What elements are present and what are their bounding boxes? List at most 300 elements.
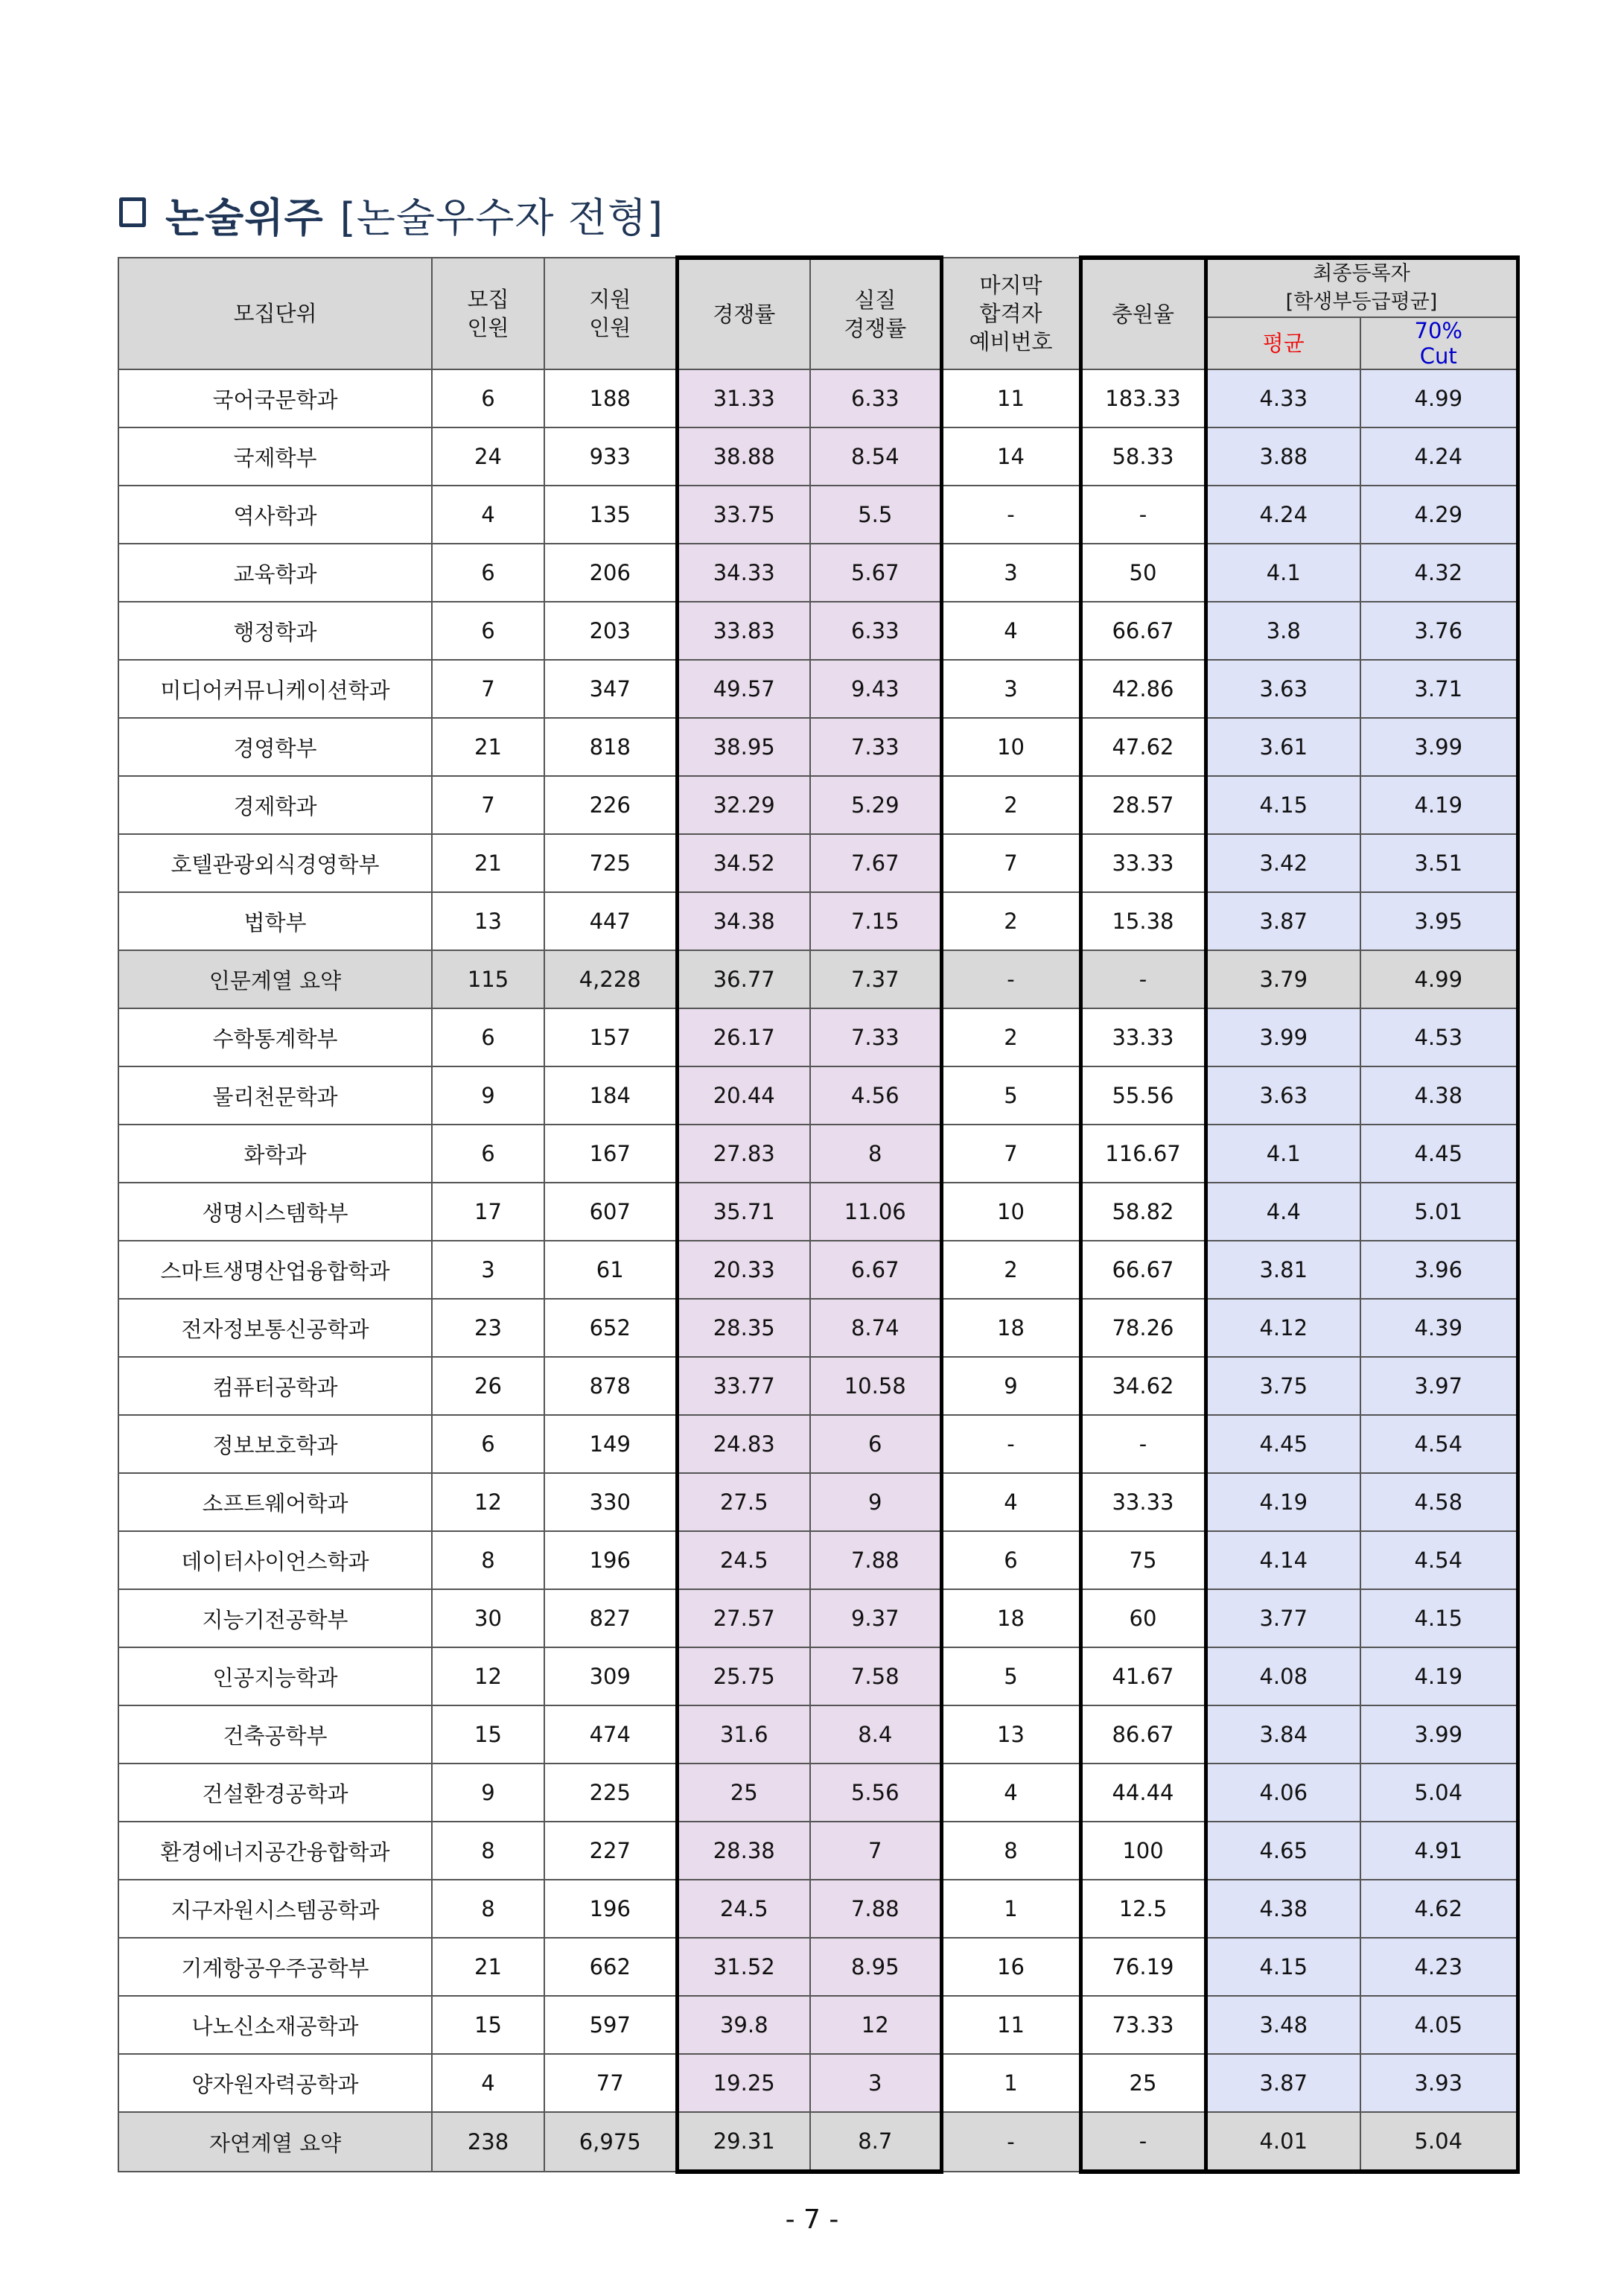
cell-apply: 652 [544,1299,677,1357]
cell-fill-rate: 47.62 [1080,718,1206,776]
cell-fill-rate: 183.33 [1080,369,1206,427]
cell-70-cut: 4.15 [1360,1589,1518,1647]
cell-unit: 경영학부 [118,718,432,776]
header-recruit: 모집 인원 [432,258,544,369]
cell-fill-rate: 55.56 [1080,1066,1206,1125]
cell-unit: 교육학과 [118,544,432,602]
cell-apply: 447 [544,892,677,950]
cell-apply: 347 [544,660,677,718]
cell-real-ratio: 12 [810,1996,941,2054]
cell-ratio: 27.57 [677,1589,810,1647]
cell-apply: 827 [544,1589,677,1647]
cell-average: 3.87 [1206,2054,1360,2112]
cell-recruit: 26 [432,1357,544,1415]
table-row [118,776,1518,834]
cell-average: 3.88 [1206,427,1360,486]
cell-last-waitlist: 7 [941,1125,1080,1183]
cell-apply: 188 [544,369,677,427]
table-row [118,718,1518,776]
cell-apply: 725 [544,834,677,892]
table-row [118,1008,1518,1066]
cell-average: 3.77 [1206,1589,1360,1647]
cell-real-ratio: 9.43 [810,660,941,718]
cell-apply: 818 [544,718,677,776]
cell-last-waitlist: 3 [941,660,1080,718]
cell-fill-rate: - [1080,486,1206,544]
cell-fill-rate: 66.67 [1080,602,1206,660]
cell-average: 3.79 [1206,950,1360,1008]
cell-ratio: 49.57 [677,660,810,718]
cell-recruit: 115 [432,950,544,1008]
cell-70-cut: 4.19 [1360,1647,1518,1705]
cell-last-waitlist: 18 [941,1589,1080,1647]
cell-real-ratio: 10.58 [810,1357,941,1415]
cell-average: 3.63 [1206,1066,1360,1125]
table-row [118,1822,1518,1880]
cell-fill-rate: 33.33 [1080,834,1206,892]
header-final-registrants: 최종등록자 [학생부등급평균] [1206,258,1518,317]
table-body [118,369,1518,2172]
cell-70-cut: 3.99 [1360,1705,1518,1764]
cell-70-cut: 4.38 [1360,1066,1518,1125]
cell-fill-rate: 86.67 [1080,1705,1206,1764]
cell-ratio: 32.29 [677,776,810,834]
cell-recruit: 17 [432,1183,544,1241]
cell-recruit: 24 [432,427,544,486]
cell-recruit: 6 [432,1125,544,1183]
cell-70-cut: 3.76 [1360,602,1518,660]
cell-apply: 167 [544,1125,677,1183]
cell-fill-rate: 34.62 [1080,1357,1206,1415]
cell-last-waitlist: 6 [941,1531,1080,1589]
cell-average: 4.33 [1206,369,1360,427]
cell-average: 4.08 [1206,1647,1360,1705]
table-row [118,1357,1518,1415]
table-row [118,369,1518,427]
cell-fill-rate: - [1080,1415,1206,1473]
table-row [118,1473,1518,1531]
cell-average: 4.24 [1206,486,1360,544]
cell-fill-rate: 25 [1080,2054,1206,2112]
cell-unit: 인문계열 요약 [118,950,432,1008]
cell-ratio: 20.33 [677,1241,810,1299]
cell-unit: 국어국문학과 [118,369,432,427]
cell-recruit: 238 [432,2112,544,2172]
cell-ratio: 28.35 [677,1299,810,1357]
cell-real-ratio: 5.29 [810,776,941,834]
cell-apply: 61 [544,1241,677,1299]
table-row [118,1996,1518,2054]
cell-last-waitlist: - [941,950,1080,1008]
cell-real-ratio: 9 [810,1473,941,1531]
cell-last-waitlist: 14 [941,427,1080,486]
cell-ratio: 33.77 [677,1357,810,1415]
table-row [118,1764,1518,1822]
cell-recruit: 8 [432,1822,544,1880]
cell-apply: 607 [544,1183,677,1241]
cell-last-waitlist: 2 [941,1241,1080,1299]
cell-real-ratio: 8.95 [810,1938,941,1996]
cell-real-ratio: 6.33 [810,369,941,427]
cell-ratio: 35.71 [677,1183,810,1241]
cell-unit: 법학부 [118,892,432,950]
cell-fill-rate: 76.19 [1080,1938,1206,1996]
header-ratio: 경쟁률 [677,258,810,369]
cell-last-waitlist: 1 [941,2054,1080,2112]
cell-fill-rate: 66.67 [1080,1241,1206,1299]
cell-ratio: 26.17 [677,1008,810,1066]
cell-real-ratio: 8.4 [810,1705,941,1764]
cell-unit: 생명시스템학부 [118,1183,432,1241]
cell-ratio: 33.75 [677,486,810,544]
cell-last-waitlist: 2 [941,776,1080,834]
cell-ratio: 25 [677,1764,810,1822]
cell-last-waitlist: - [941,1415,1080,1473]
cell-fill-rate: 50 [1080,544,1206,602]
cell-fill-rate: 41.67 [1080,1647,1206,1705]
cell-fill-rate: 33.33 [1080,1473,1206,1531]
header-average: 평균 [1206,317,1360,369]
summary-row [118,2112,1518,2172]
cell-ratio: 19.25 [677,2054,810,2112]
cell-70-cut: 3.97 [1360,1357,1518,1415]
cell-70-cut: 4.05 [1360,1996,1518,2054]
table-row [118,1880,1518,1938]
cell-real-ratio: 7.67 [810,834,941,892]
table-row [118,544,1518,602]
cell-apply: 225 [544,1764,677,1822]
cell-apply: 933 [544,427,677,486]
cell-average: 3.61 [1206,718,1360,776]
cell-fill-rate: - [1080,950,1206,1008]
cell-unit: 화학과 [118,1125,432,1183]
cell-recruit: 6 [432,1008,544,1066]
cell-recruit: 15 [432,1996,544,2054]
cell-recruit: 9 [432,1764,544,1822]
cell-apply: 227 [544,1822,677,1880]
cell-fill-rate: 100 [1080,1822,1206,1880]
table-row [118,1589,1518,1647]
cell-ratio: 36.77 [677,950,810,1008]
cell-unit: 데이터사이언스학과 [118,1531,432,1589]
cell-ratio: 28.38 [677,1822,810,1880]
cell-70-cut: 5.04 [1360,1764,1518,1822]
cell-fill-rate: 44.44 [1080,1764,1206,1822]
cell-ratio: 31.52 [677,1938,810,1996]
cell-real-ratio: 7.33 [810,718,941,776]
cell-fill-rate: 116.67 [1080,1125,1206,1183]
cell-last-waitlist: 9 [941,1357,1080,1415]
cell-ratio: 34.38 [677,892,810,950]
cell-last-waitlist: 5 [941,1647,1080,1705]
cell-recruit: 21 [432,718,544,776]
cell-unit: 기계항공우주공학부 [118,1938,432,1996]
cell-last-waitlist: 7 [941,834,1080,892]
cell-average: 4.06 [1206,1764,1360,1822]
cell-unit: 환경에너지공간융합학과 [118,1822,432,1880]
cell-apply: 226 [544,776,677,834]
cell-ratio: 34.52 [677,834,810,892]
cell-70-cut: 4.54 [1360,1531,1518,1589]
cell-real-ratio: 7.88 [810,1531,941,1589]
cell-recruit: 6 [432,544,544,602]
cell-unit: 정보보호학과 [118,1415,432,1473]
cell-apply: 597 [544,1996,677,2054]
cell-apply: 206 [544,544,677,602]
cell-last-waitlist: 8 [941,1822,1080,1880]
cell-last-waitlist: 10 [941,1183,1080,1241]
cell-average: 4.19 [1206,1473,1360,1531]
cell-unit: 양자원자력공학과 [118,2054,432,2112]
cell-ratio: 25.75 [677,1647,810,1705]
cell-real-ratio: 8.74 [810,1299,941,1357]
cell-apply: 135 [544,486,677,544]
cell-70-cut: 4.32 [1360,544,1518,602]
header-real-ratio: 실질 경쟁률 [810,258,941,369]
cell-last-waitlist: - [941,486,1080,544]
cell-average: 3.99 [1206,1008,1360,1066]
cell-70-cut: 4.91 [1360,1822,1518,1880]
cell-last-waitlist: 16 [941,1938,1080,1996]
cell-real-ratio: 8 [810,1125,941,1183]
cell-real-ratio: 9.37 [810,1589,941,1647]
cell-70-cut: 5.04 [1360,2112,1518,2172]
cell-ratio: 39.8 [677,1996,810,2054]
cell-real-ratio: 6.67 [810,1241,941,1299]
cell-unit: 경제학과 [118,776,432,834]
cell-apply: 4,228 [544,950,677,1008]
cell-ratio: 24.83 [677,1415,810,1473]
cell-apply: 203 [544,602,677,660]
cell-70-cut: 4.45 [1360,1125,1518,1183]
cell-last-waitlist: 11 [941,1996,1080,2054]
cell-real-ratio: 6 [810,1415,941,1473]
cell-average: 4.4 [1206,1183,1360,1241]
cell-apply: 196 [544,1880,677,1938]
table-row [118,660,1518,718]
header-fill-rate: 충원율 [1080,258,1206,369]
cell-fill-rate: 60 [1080,1589,1206,1647]
cell-ratio: 20.44 [677,1066,810,1125]
cell-last-waitlist: 1 [941,1880,1080,1938]
cell-70-cut: 4.23 [1360,1938,1518,1996]
cell-average: 4.65 [1206,1822,1360,1880]
cell-fill-rate: 42.86 [1080,660,1206,718]
cell-70-cut: 3.51 [1360,834,1518,892]
cell-apply: 157 [544,1008,677,1066]
cell-last-waitlist: - [941,2112,1080,2172]
cell-70-cut: 4.99 [1360,950,1518,1008]
cell-70-cut: 3.71 [1360,660,1518,718]
cell-ratio: 34.33 [677,544,810,602]
cell-last-waitlist: 2 [941,892,1080,950]
cell-recruit: 21 [432,834,544,892]
cell-average: 3.63 [1206,660,1360,718]
table-row [118,1531,1518,1589]
cell-unit: 미디어커뮤니케이션학과 [118,660,432,718]
table-row [118,1183,1518,1241]
cell-unit: 지구자원시스템공학과 [118,1880,432,1938]
header-last-waitlist: 마지막 합격자 예비번호 [941,258,1080,369]
title-main: 논술위주 [165,194,324,241]
cell-real-ratio: 6.33 [810,602,941,660]
cell-recruit: 4 [432,2054,544,2112]
cell-last-waitlist: 3 [941,544,1080,602]
cell-ratio: 24.5 [677,1531,810,1589]
cell-recruit: 6 [432,369,544,427]
cell-recruit: 4 [432,486,544,544]
cell-recruit: 8 [432,1880,544,1938]
cell-average: 3.84 [1206,1705,1360,1764]
cell-real-ratio: 8.7 [810,2112,941,2172]
cell-last-waitlist: 11 [941,369,1080,427]
cell-fill-rate: 33.33 [1080,1008,1206,1066]
cell-recruit: 15 [432,1705,544,1764]
cell-real-ratio: 7 [810,1822,941,1880]
cell-average: 3.48 [1206,1996,1360,2054]
cell-70-cut: 4.54 [1360,1415,1518,1473]
cell-70-cut: 4.53 [1360,1008,1518,1066]
cell-last-waitlist: 2 [941,1008,1080,1066]
table-row [118,1647,1518,1705]
cell-average: 3.8 [1206,602,1360,660]
cell-average: 4.1 [1206,544,1360,602]
cell-apply: 184 [544,1066,677,1125]
cell-70-cut: 4.39 [1360,1299,1518,1357]
cell-apply: 77 [544,2054,677,2112]
cell-unit: 역사학과 [118,486,432,544]
cell-recruit: 12 [432,1647,544,1705]
cell-last-waitlist: 18 [941,1299,1080,1357]
cell-unit: 자연계열 요약 [118,2112,432,2172]
cell-unit: 전자정보통신공학과 [118,1299,432,1357]
cell-average: 3.42 [1206,834,1360,892]
cell-apply: 474 [544,1705,677,1764]
cell-unit: 소프트웨어학과 [118,1473,432,1531]
cell-last-waitlist: 4 [941,1764,1080,1822]
cell-70-cut: 4.99 [1360,369,1518,427]
header-70-cut: 70% Cut [1360,317,1518,369]
cell-ratio: 31.33 [677,369,810,427]
cell-unit: 호텔관광외식경영학부 [118,834,432,892]
cell-real-ratio: 3 [810,2054,941,2112]
cell-recruit: 7 [432,660,544,718]
cell-average: 3.81 [1206,1241,1360,1299]
cell-fill-rate: 75 [1080,1531,1206,1589]
page-title [119,186,663,244]
cell-recruit: 6 [432,1415,544,1473]
cell-unit: 나노신소재공학과 [118,1996,432,2054]
table-row [118,892,1518,950]
cell-real-ratio: 4.56 [810,1066,941,1125]
cell-average: 4.12 [1206,1299,1360,1357]
cell-apply: 330 [544,1473,677,1531]
header-apply: 지원 인원 [544,258,677,369]
cell-average: 4.38 [1206,1880,1360,1938]
cell-recruit: 13 [432,892,544,950]
cell-unit: 스마트생명산업융합학과 [118,1241,432,1299]
cell-70-cut: 4.24 [1360,427,1518,486]
cell-70-cut: 3.95 [1360,892,1518,950]
cell-unit: 인공지능학과 [118,1647,432,1705]
cell-fill-rate: 12.5 [1080,1880,1206,1938]
cell-real-ratio: 7.58 [810,1647,941,1705]
cell-fill-rate: 58.82 [1080,1183,1206,1241]
cell-70-cut: 4.19 [1360,776,1518,834]
table-row [118,1415,1518,1473]
cell-apply: 878 [544,1357,677,1415]
cell-average: 4.14 [1206,1531,1360,1589]
cell-recruit: 6 [432,602,544,660]
page-number: - 7 - [785,2204,839,2235]
cell-apply: 309 [544,1647,677,1705]
cell-unit: 건설환경공학과 [118,1764,432,1822]
cell-fill-rate: 15.38 [1080,892,1206,950]
cell-unit: 행정학과 [118,602,432,660]
table-row [118,1938,1518,1996]
cell-real-ratio: 5.67 [810,544,941,602]
cell-unit: 물리천문학과 [118,1066,432,1125]
cell-average: 4.01 [1206,2112,1360,2172]
cell-average: 3.87 [1206,892,1360,950]
cell-ratio: 27.5 [677,1473,810,1531]
table-row [118,602,1518,660]
cell-ratio: 33.83 [677,602,810,660]
table-row [118,427,1518,486]
cell-70-cut: 3.99 [1360,718,1518,776]
cell-ratio: 31.6 [677,1705,810,1764]
cell-real-ratio: 7.37 [810,950,941,1008]
cell-real-ratio: 7.33 [810,1008,941,1066]
cell-recruit: 8 [432,1531,544,1589]
table-row [118,1299,1518,1357]
table-row [118,1125,1518,1183]
cell-apply: 6,975 [544,2112,677,2172]
cell-unit: 지능기전공학부 [118,1589,432,1647]
cell-apply: 196 [544,1531,677,1589]
cell-recruit: 12 [432,1473,544,1531]
cell-last-waitlist: 10 [941,718,1080,776]
cell-70-cut: 5.01 [1360,1183,1518,1241]
cell-ratio: 38.95 [677,718,810,776]
table-row [118,2054,1518,2112]
header-unit: 모집단위 [118,258,432,369]
cell-recruit: 23 [432,1299,544,1357]
cell-apply: 662 [544,1938,677,1996]
cell-apply: 149 [544,1415,677,1473]
cell-70-cut: 4.29 [1360,486,1518,544]
cell-average: 4.15 [1206,1938,1360,1996]
cell-last-waitlist: 5 [941,1066,1080,1125]
cell-average: 4.1 [1206,1125,1360,1183]
cell-real-ratio: 5.5 [810,486,941,544]
cell-average: 4.45 [1206,1415,1360,1473]
cell-recruit: 30 [432,1589,544,1647]
title-sub: [논술우수자 전형] [340,194,664,241]
cell-ratio: 38.88 [677,427,810,486]
cell-fill-rate: - [1080,2112,1206,2172]
cell-average: 4.15 [1206,776,1360,834]
cell-unit: 국제학부 [118,427,432,486]
cell-70-cut: 3.93 [1360,2054,1518,2112]
cell-real-ratio: 8.54 [810,427,941,486]
cell-fill-rate: 73.33 [1080,1996,1206,2054]
table-row [118,486,1518,544]
cell-last-waitlist: 4 [941,1473,1080,1531]
cell-ratio: 29.31 [677,2112,810,2172]
checkbox-bullet-icon [119,197,146,227]
admission-results-table [118,255,1520,2174]
